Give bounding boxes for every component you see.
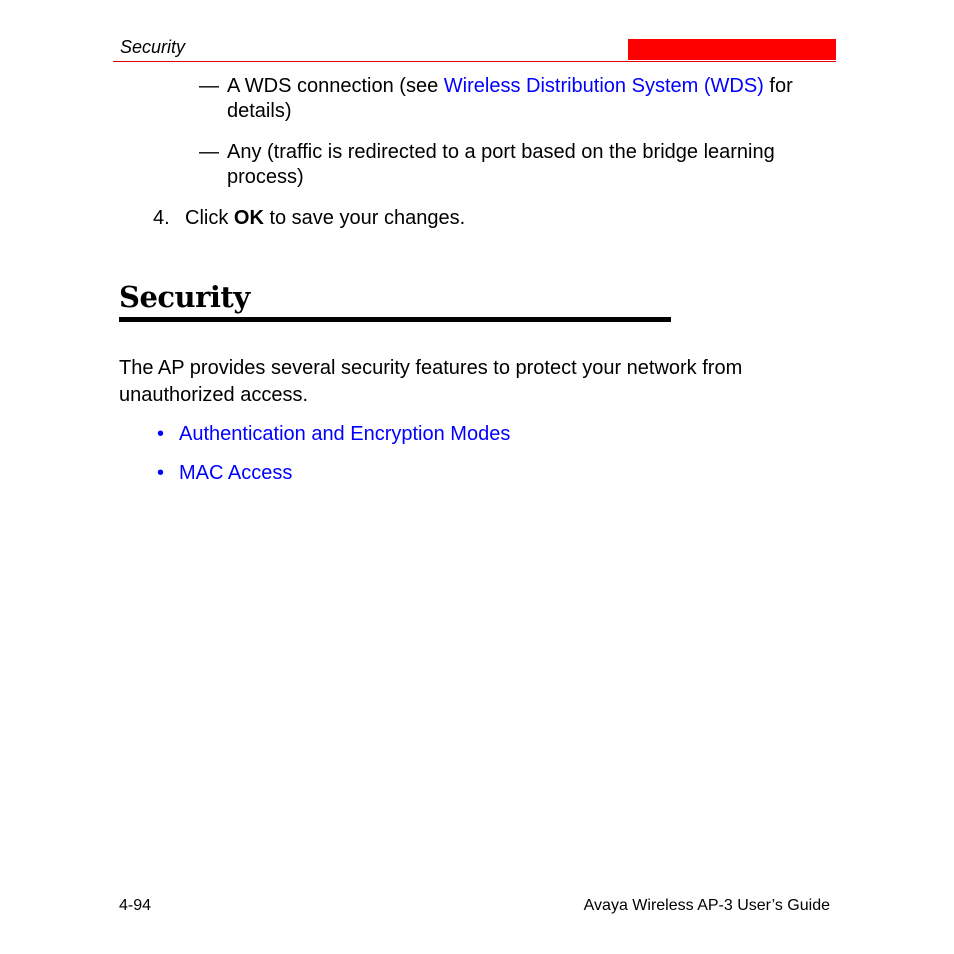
wds-link[interactable]: Wireless Distribution System (WDS) [443, 75, 764, 97]
bullet-marker: • [157, 423, 165, 445]
step-number: 4. [153, 207, 170, 229]
bullet-item-authentication [157, 422, 510, 447]
dash-item-text: Any (traffic is redirected to a port based on the bridge learning process) [227, 141, 775, 188]
step-prefix: Click [185, 207, 234, 229]
mac-access-link[interactable]: MAC Access [179, 462, 293, 484]
dash-marker: — [199, 141, 219, 163]
dash-item-after-link: for details) [227, 75, 793, 122]
page-number: 4-94 [119, 897, 152, 914]
heading-rule [119, 317, 671, 322]
bullet-item-mac-access [157, 461, 292, 486]
footer-guide-title: Avaya Wireless AP-3 User’s Guide [583, 897, 830, 914]
section-heading: Security [119, 280, 250, 314]
bullet-marker: • [157, 462, 165, 484]
header-rule [113, 61, 836, 62]
header-color-bar [628, 39, 836, 60]
dash-item-text [199, 74, 839, 124]
dash-list-item-wds [199, 74, 839, 124]
dash-marker: — [199, 75, 219, 97]
step-suffix: to save your changes. [263, 207, 466, 229]
running-head-title: Security [120, 37, 186, 57]
authentication-encryption-link[interactable]: Authentication and Encryption Modes [179, 423, 511, 445]
step-bold-ok: OK [233, 207, 264, 229]
numbered-step [153, 206, 465, 231]
dash-list-item-any [199, 140, 839, 190]
dash-item-before-link: A WDS connection (see [227, 75, 444, 97]
intro-paragraph: The AP provides several security features to protect your network from unauthorized access. [119, 357, 743, 406]
